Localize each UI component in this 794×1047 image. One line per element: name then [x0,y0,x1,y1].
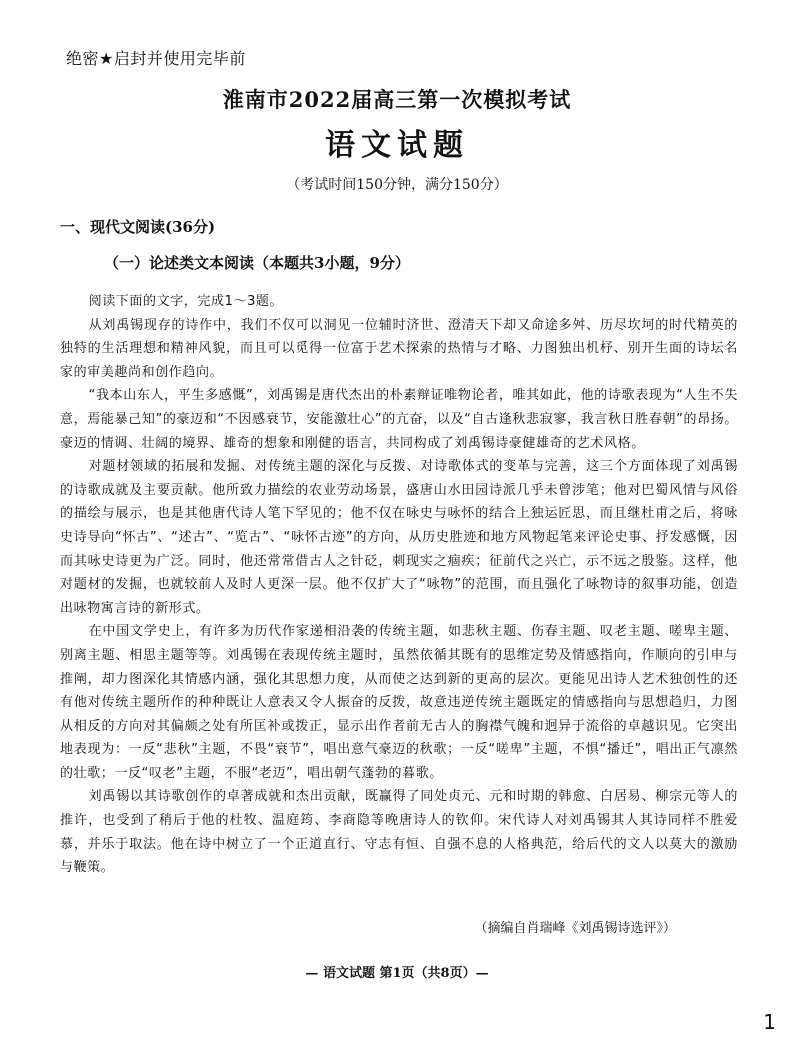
reading-passage [60,290,738,880]
exam-info: （考试时间150分钟，满分150分） [286,177,508,193]
confidential-label: 绝密★启封并使用完毕前 [66,49,246,68]
passage-paragraph: 在中国文学史上，有许多为历代作家递相沿袭的传统主题，如悲秋主题、伤春主题、叹老主题、嗟卑主题、别离主题、相思主题等等。刘禹锡在表现传统主题时，虽然依循其既有的思维定势及情感指向，作顺向的引申与推阐，却力图深化其情感内涵，强化其思想力度，从而使之达到新的更高的层次。更能见出诗人艺术独创性的还有他对传统主题所作的种种既让人意表又令人振奋的反拨，故意违逆传统主题既定的情感指向与思想趋归，力图从相反的方向对其偏颇之处有所匡补或拨正，显示出作者前无古人的胸襟气魄和迥异于流俗的卓越识见。它突出地表现为：一反“悲秋”主题，不畏“衰节”，唱出意气豪迈的秋歌；一反“嗟卑”主题，不惧“播迁”，唱出正气凛然的壮歌；一反“叹老”主题，不服“老迈”，唱出朝气蓬勃的暮歌。 [60,624,738,781]
page-number: 1 [763,1010,776,1034]
page-footer: — 语文试题 第1页（共8页）— [305,966,489,981]
passage-instruction: 阅读下面的文字，完成1～3题。 [88,294,284,309]
subsection-heading: （一）论述类文本阅读（本题共3小题，9分） [104,254,410,272]
passage-paragraph: “我本山东人，平生多感慨”，刘禹锡是唐代杰出的朴素辩证唯物论者，唯其如此，他的诗歌表现为“人生不失意，焉能暴己知”的豪迈和“不因感衰节，安能激壮心”的亢奋，以及“自古逢秋悲寂寥，我言秋日胜春朝”的昂扬。豪迈的情调、壮阔的境界、雄奇的想象和刚健的语言，共同构成了刘禹锡诗豪健雄奇的艺术风格。 [60,388,738,451]
exam-title: 淮南市2022届高三第一次模拟考试 [222,87,572,112]
passage-paragraph: 从刘禹锡现存的诗作中，我们不仅可以洞见一位辅时济世、澄清天下却又命途多舛、历尽坎坷的时代精英的独特的生活理想和精神风貌，而且可以觅得一位富于艺术探索的热情与才略、力图独出机杼、别开生面的诗坛名家的审美趣尚和创作趋向。 [60,317,738,380]
passage-source: （摘编自肖瑞峰《刘禹锡诗选评》） [474,921,676,936]
subject-title: 语文试题 [325,128,469,163]
section-heading: 一、现代文阅读(36分) [60,218,216,236]
passage-paragraph: 对题材领域的拓展和发掘、对传统主题的深化与反拨、对诗歌体式的变革与完善，这三个方面体现了刘禹锡的诗歌成就及主要贡献。他所致力描绘的农业劳动场景，盛唐山水田园诗派几乎未曾涉笔；他对巴蜀风情与风俗的描绘与展示，也是其他唐代诗人笔下罕见的；他不仅在咏史与咏怀的结合上独运匠思，而且继杜甫之后，将咏史诗导向“怀古”、“述古”、“览古”、“咏怀古迹”的方向，从历史胜迹和地方风物起笔来评论史事、抒发感慨，因而其咏史诗更为广泛。同时，他还常常借古人之针砭，刺现实之痼疾；征前代之兴亡，示不远之殷鉴。这样，他对题材的发掘，也就较前人及时人更深一层。他不仅扩大了“咏物”的范围，而且强化了咏物诗的叙事功能，创造出咏物寓言诗的新形式。 [60,459,738,616]
passage-paragraph: 刘禹锡以其诗歌创作的卓著成就和杰出贡献，既赢得了同处贞元、元和时期的韩愈、白居易、柳宗元等人的推许，也受到了稍后于他的杜牧、温庭筠、李商隐等晚唐诗人的钦仰。宋代诗人对刘禹锡其人其诗同样不胜爱慕，并乐于取法。他在诗中树立了一个正道直行、守志有恒、自强不息的人格典范，给后代的文人以莫大的激励与鞭策。 [60,789,738,876]
